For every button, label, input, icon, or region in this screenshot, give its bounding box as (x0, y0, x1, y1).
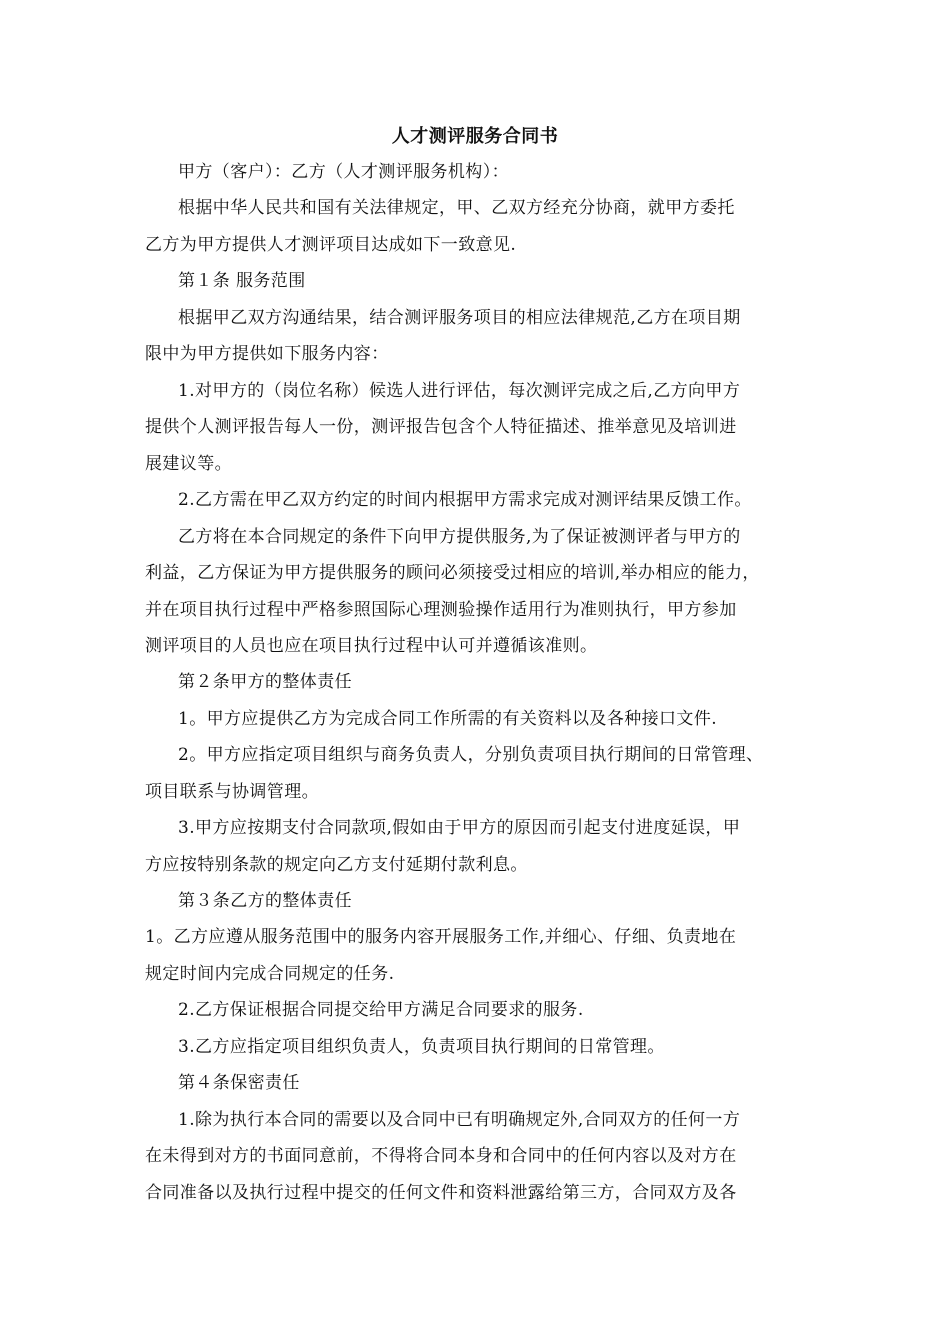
paragraph-line: 1。甲方应提供乙方为完成合同工作所需的有关资料以及各种接口文件. (178, 709, 718, 729)
paragraph-line: 规定时间内完成合同规定的任务. (145, 964, 395, 984)
section-heading: 第４条保密责任 (178, 1073, 300, 1093)
party-line: 甲方（客户）：乙方（人才测评服务机构）： (178, 162, 509, 182)
paragraph-line: 根据甲乙双方沟通结果，结合测评服务项目的相应法律规范,乙方在项目期 (178, 308, 741, 328)
paragraph-line: 乙方将在本合同规定的条件下向甲方提供服务,为了保证被测评者与甲方的 (178, 527, 741, 547)
section-heading: 第３条乙方的整体责任 (178, 891, 352, 911)
paragraph-line: 3.甲方应按期支付合同款项,假如由于甲方的原因而引起支付进度延误，甲 (178, 818, 741, 838)
paragraph-line: 展建议等。 (145, 454, 232, 474)
paragraph-line: 测评项目的人员也应在项目执行过程中认可并遵循该准则。 (145, 636, 598, 656)
paragraph-line: 并在项目执行过程中严格参照国际心理测验操作适用行为准则执行，甲方参加 (145, 600, 737, 620)
paragraph-line: 合同准备以及执行过程中提交的任何文件和资料泄露给第三方，合同双方及各 (145, 1183, 737, 1203)
paragraph-line: 项目联系与协调管理。 (145, 782, 319, 802)
paragraph-line: 1.除为执行本合同的需要以及合同中已有明确规定外,合同双方的任何一方 (178, 1110, 741, 1130)
paragraph-line: 2.乙方保证根据合同提交给甲方满足合同要求的服务. (178, 1000, 584, 1020)
document-title: 人才测评服务合同书 (391, 126, 559, 147)
paragraph-line: 方应按特别条款的规定向乙方支付延期付款利息。 (145, 855, 528, 875)
paragraph-line: 在未得到对方的书面同意前，不得将合同本身和合同中的任何内容以及对方在 (145, 1146, 737, 1166)
paragraph-line: 利益，乙方保证为甲方提供服务的顾问必须接受过相应的培训,举办相应的能力， (145, 563, 760, 583)
section-heading: 第１条 服务范围 (178, 271, 306, 291)
paragraph-line: 乙方为甲方提供人才测评项目达成如下一致意见. (145, 235, 517, 255)
paragraph-line: 根据中华人民共和国有关法律规定，甲、乙双方经充分协商，就甲方委托 (178, 198, 735, 218)
paragraph-line: 限中为甲方提供如下服务内容： (145, 344, 389, 364)
paragraph-line: 1。乙方应遵从服务范围中的服务内容开展服务工作,并细心、仔细、负责地在 (145, 927, 737, 947)
paragraph-line: 提供个人测评报告每人一份，测评报告包含个人特征描述、推举意见及培训进 (145, 417, 737, 437)
paragraph-line: 1.对甲方的（岗位名称）候选人进行评估，每次测评完成之后,乙方向甲方 (178, 381, 741, 401)
paragraph-line: 3.乙方应指定项目组织负责人，负责项目执行期间的日常管理。 (178, 1037, 665, 1057)
paragraph-line: 2。甲方应指定项目组织与商务负责人，分别负责项目执行期间的日常管理、 (178, 745, 764, 765)
paragraph-line: 2.乙方需在甲乙双方约定的时间内根据甲方需求完成对测评结果反馈工作。 (178, 490, 752, 510)
section-heading: 第２条甲方的整体责任 (178, 672, 352, 692)
